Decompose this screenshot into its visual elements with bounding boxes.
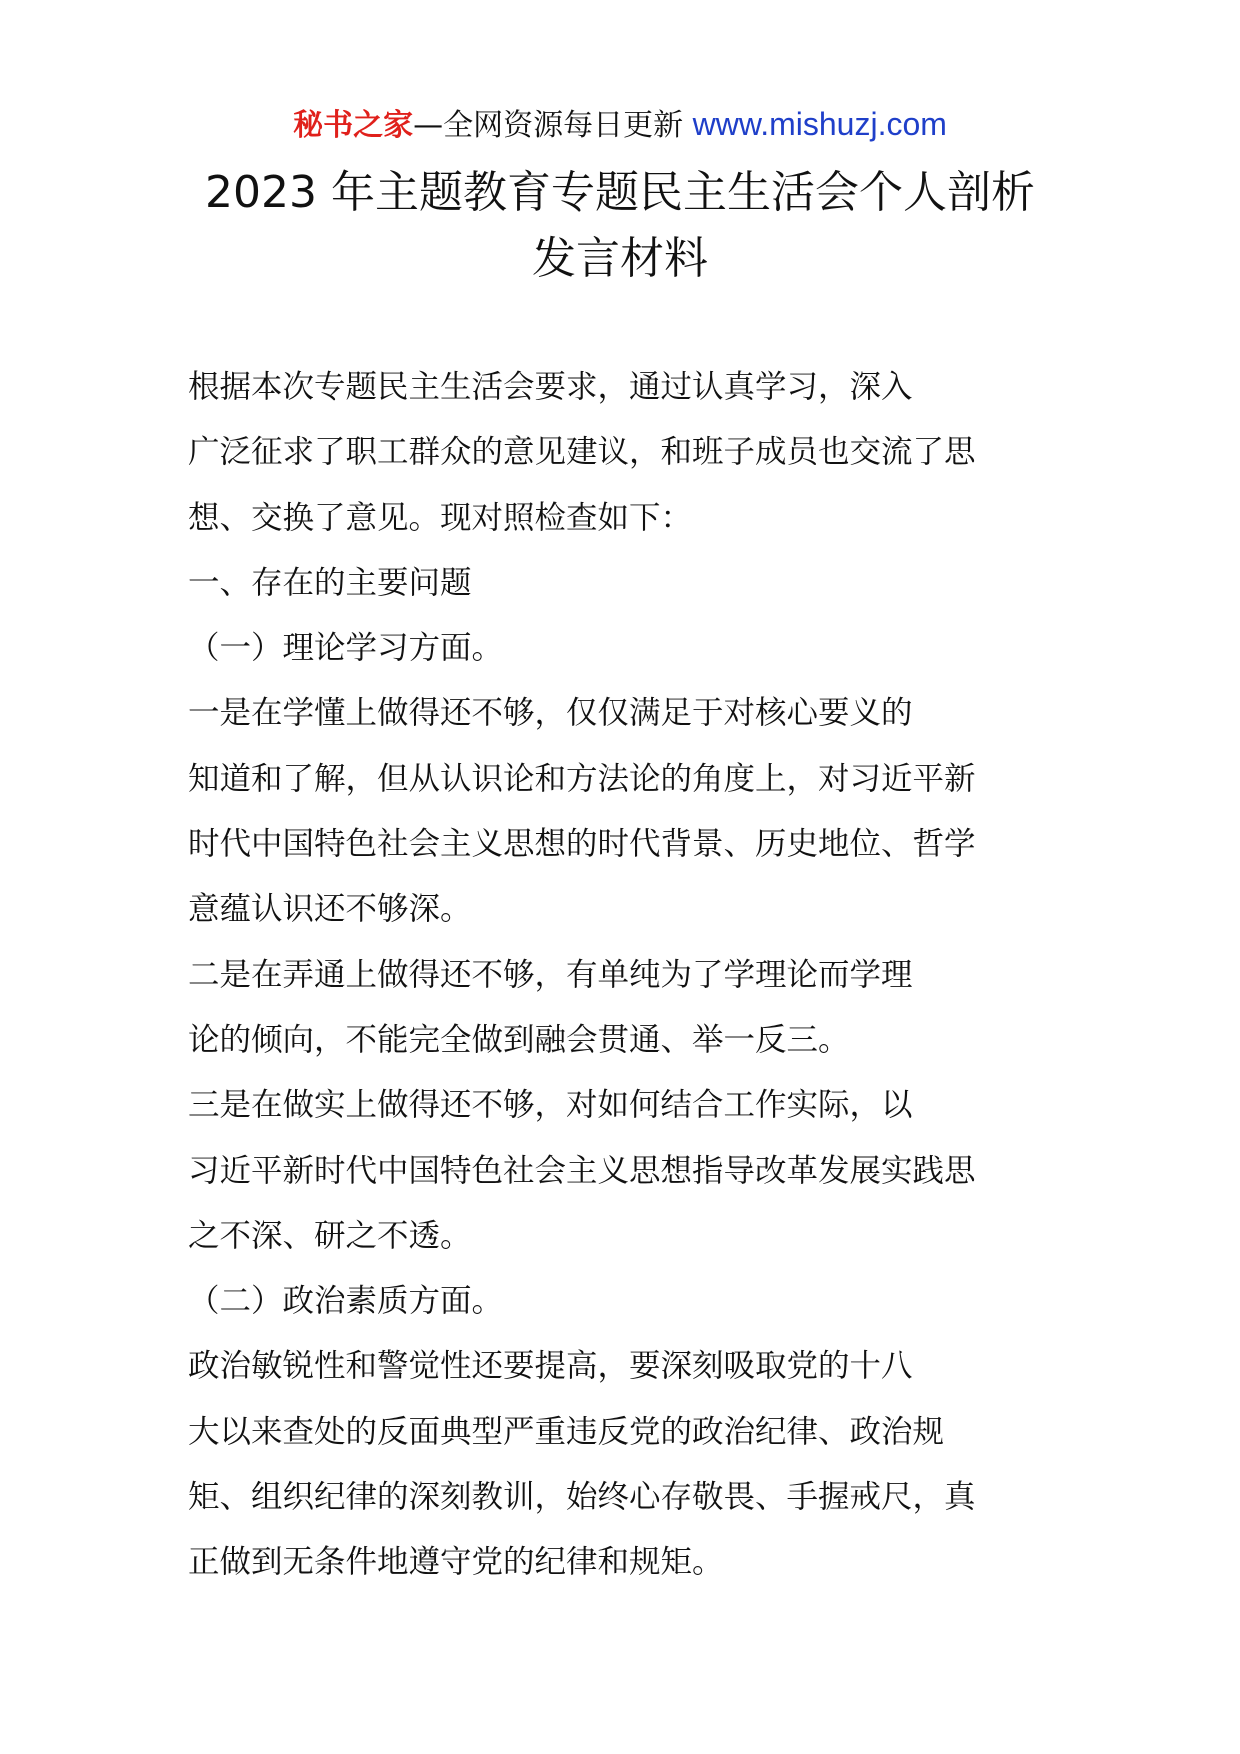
watermark-header (0, 100, 1240, 150)
text-line: 习近平新时代中国特色社会主义思想指导改革发展实践思 (188, 1152, 976, 1189)
title-line-2: 发言材料 (532, 233, 708, 284)
text-line: 论的倾向，不能完全做到融会贯通、举一反三。 (188, 1021, 850, 1058)
text-line: 正做到无条件地遵守党的纪律和规矩。 (188, 1544, 724, 1581)
subsection-heading-1 (188, 616, 1056, 681)
title-line-1: 2023 年主题教育专题民主生活会个人剖析 (205, 167, 1035, 218)
paragraph-point-1 (188, 681, 1056, 942)
text-line: 二是在弄通上做得还不够，有单纯为了学理论而学理 (188, 956, 913, 993)
document-title (150, 160, 1090, 292)
text-line: 一是在学懂上做得还不够，仅仅满足于对核心要义的 (188, 695, 913, 732)
text-line: 根据本次专题民主生活会要求，通过认真学习，深入 (188, 369, 913, 405)
text-line: （二）政治素质方面。 (188, 1283, 504, 1320)
text-line: 时代中国特色社会主义思想的时代背景、历史地位、哲学 (188, 826, 976, 863)
text-line: 知道和了解，但从认识论和方法论的角度上，对习近平新 (188, 760, 976, 797)
site-url-link[interactable]: www.mishuzj.com (692, 106, 947, 142)
text-line: 意蕴认识还不够深。 (188, 891, 472, 928)
text-line: 大以来查处的反面典型严重违反党的政治纪律、政治规 (188, 1413, 945, 1450)
text-line: （一）理论学习方面。 (188, 630, 504, 667)
document-body (188, 355, 1056, 1596)
text-line: 之不深、研之不透。 (188, 1217, 472, 1254)
subsection-heading-2 (188, 1269, 1056, 1334)
text-line: 矩、组织纪律的深刻教训，始终心存敬畏、手握戒尺，真 (188, 1479, 976, 1516)
paragraph-point-3 (188, 1073, 1056, 1269)
paragraph-point-2 (188, 943, 1056, 1074)
header-tagline: —全网资源每日更新 (413, 108, 693, 143)
text-line: 三是在做实上做得还不够，对如何结合工作实际，以 (188, 1087, 913, 1124)
text-line: 一、存在的主要问题 (188, 564, 472, 601)
paragraph-political (188, 1334, 1056, 1595)
text-line: 想、交换了意见。现对照检查如下： (188, 499, 693, 536)
section-heading-1 (188, 551, 1056, 616)
brand-name: 秘书之家 (293, 108, 414, 143)
text-line: 政治敏锐性和警觉性还要提高，要深刻吸取党的十八 (188, 1348, 913, 1385)
text-line: 广泛征求了职工群众的意见建议，和班子成员也交流了思 (188, 434, 976, 471)
paragraph-intro (188, 355, 1056, 551)
